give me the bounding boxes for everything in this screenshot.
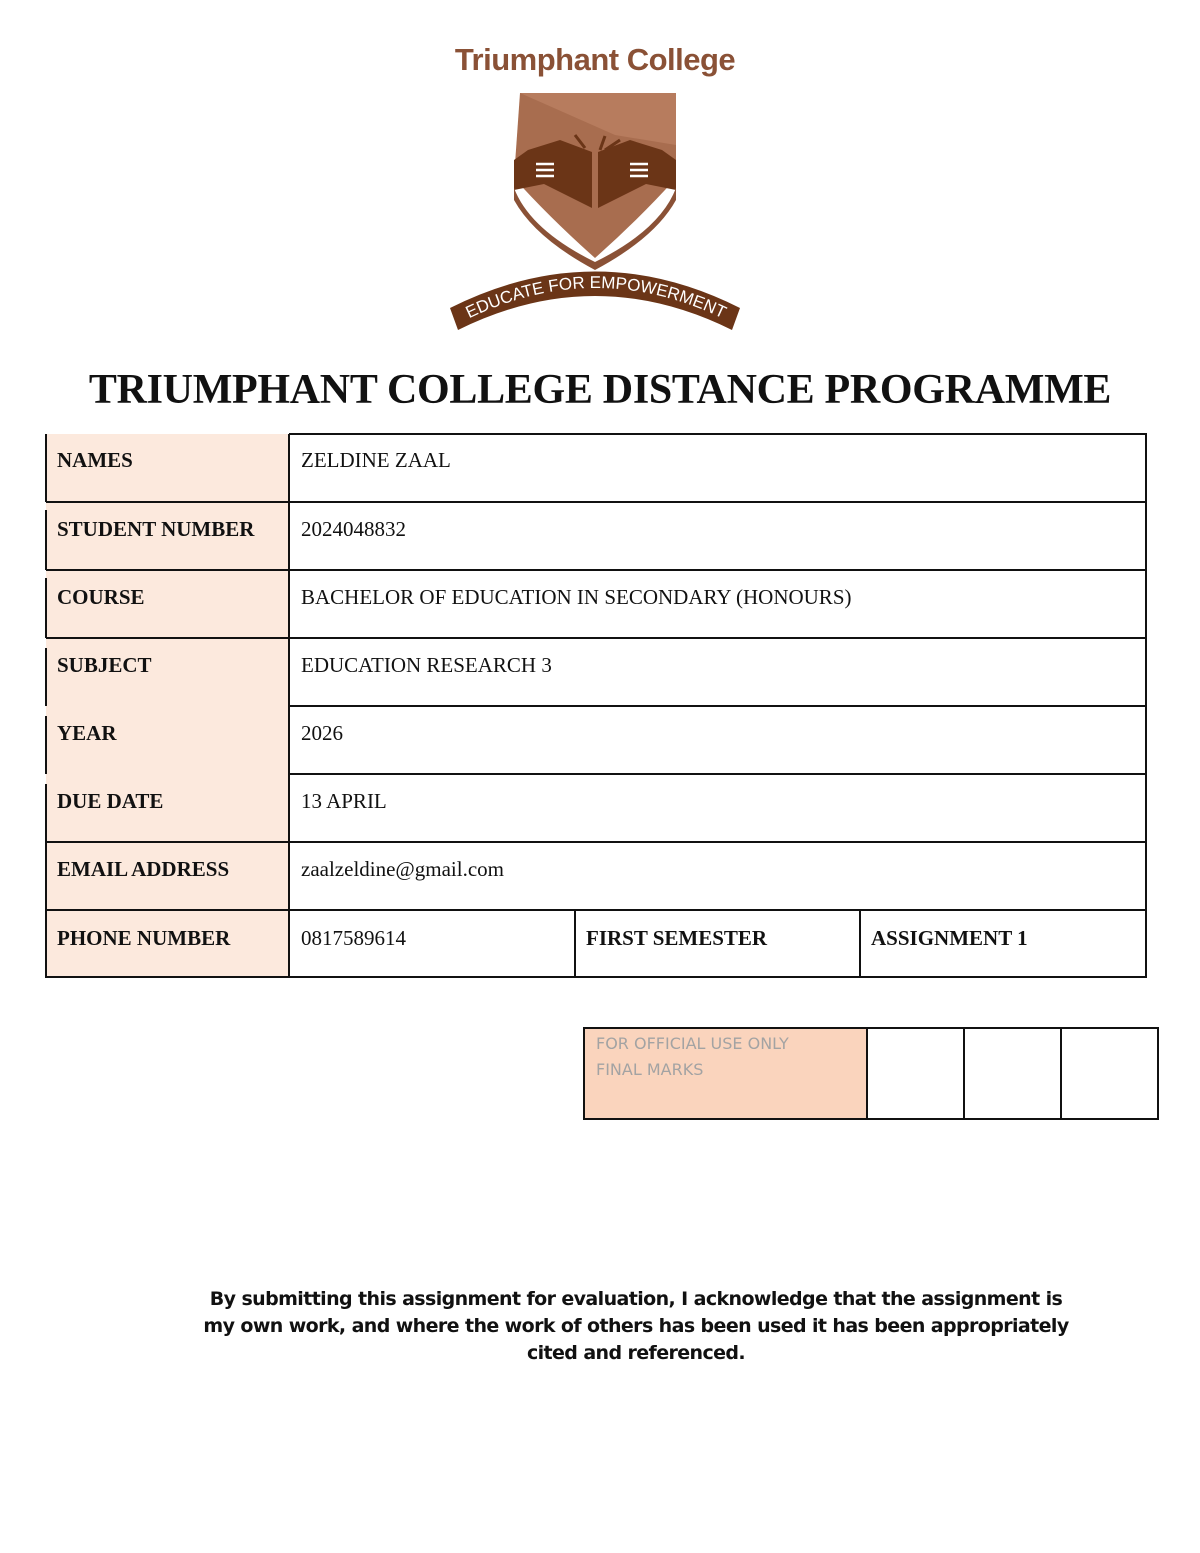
column-divider bbox=[574, 910, 576, 978]
official-use-line2: FINAL MARKS bbox=[596, 1060, 704, 1079]
row-divider bbox=[46, 501, 1147, 503]
official-border-top bbox=[583, 1027, 1159, 1029]
student-number-value: 2024048832 bbox=[301, 517, 406, 541]
table-border-left bbox=[45, 648, 47, 706]
official-border-left bbox=[583, 1027, 585, 1120]
due-date-label: DUE DATE bbox=[57, 789, 164, 813]
row-divider bbox=[46, 637, 1147, 639]
table-border-left bbox=[45, 784, 47, 978]
names-label: NAMES bbox=[57, 448, 133, 472]
row-divider bbox=[289, 705, 1147, 707]
column-divider bbox=[288, 434, 290, 978]
table-border-left bbox=[45, 716, 47, 774]
official-border-bottom bbox=[583, 1118, 1159, 1120]
column-divider bbox=[859, 910, 861, 978]
college-name: Triumphant College bbox=[454, 42, 736, 77]
mark-cell-divider bbox=[1060, 1027, 1062, 1120]
row-divider bbox=[46, 841, 1147, 843]
row-divider bbox=[46, 569, 1147, 571]
table-border-bottom bbox=[46, 976, 1147, 978]
college-logo bbox=[440, 40, 750, 340]
names-value: ZELDINE ZAAL bbox=[301, 448, 451, 472]
row-divider bbox=[289, 773, 1147, 775]
subject-value: EDUCATION RESEARCH 3 bbox=[301, 653, 552, 677]
phone-label: PHONE NUMBER bbox=[57, 926, 231, 950]
official-border-right bbox=[1157, 1027, 1159, 1120]
table-border-right bbox=[1145, 434, 1147, 978]
assignment-value: ASSIGNMENT 1 bbox=[871, 926, 1028, 950]
subject-label: SUBJECT bbox=[57, 653, 152, 677]
table-border-left bbox=[45, 510, 47, 570]
table-border-left bbox=[45, 578, 47, 638]
course-value: BACHELOR OF EDUCATION IN SECONDARY (HONOURS) bbox=[301, 585, 852, 609]
year-value: 2026 bbox=[301, 721, 343, 745]
email-label: EMAIL ADDRESS bbox=[57, 857, 230, 881]
table-border-top bbox=[289, 433, 1147, 435]
phone-value: 0817589614 bbox=[301, 926, 406, 950]
row-divider bbox=[46, 909, 1147, 911]
student-number-label: STUDENT NUMBER bbox=[57, 517, 255, 541]
mark-cell-divider bbox=[963, 1027, 965, 1120]
email-value: zaalzeldine@gmail.com bbox=[301, 857, 504, 881]
year-label: YEAR bbox=[57, 721, 117, 745]
semester-value: FIRST SEMESTER bbox=[586, 926, 768, 950]
official-use-line1: FOR OFFICIAL USE ONLY bbox=[596, 1034, 789, 1053]
mark-cell-divider bbox=[866, 1027, 868, 1120]
document-title: TRIUMPHANT COLLEGE DISTANCE PROGRAMME bbox=[88, 367, 1112, 413]
course-label: COURSE bbox=[57, 585, 145, 609]
logo-motto: EDUCATE FOR EMPOWERMENT bbox=[462, 272, 730, 323]
due-date-value: 13 APRIL bbox=[301, 789, 387, 813]
declaration-text: By submitting this assignment for evaluation, I acknowledge that the assignment is my own work, and where the work of others has been used it has been appropriately cited and referenced. bbox=[203, 1288, 1069, 1364]
table-border-left bbox=[45, 434, 47, 502]
